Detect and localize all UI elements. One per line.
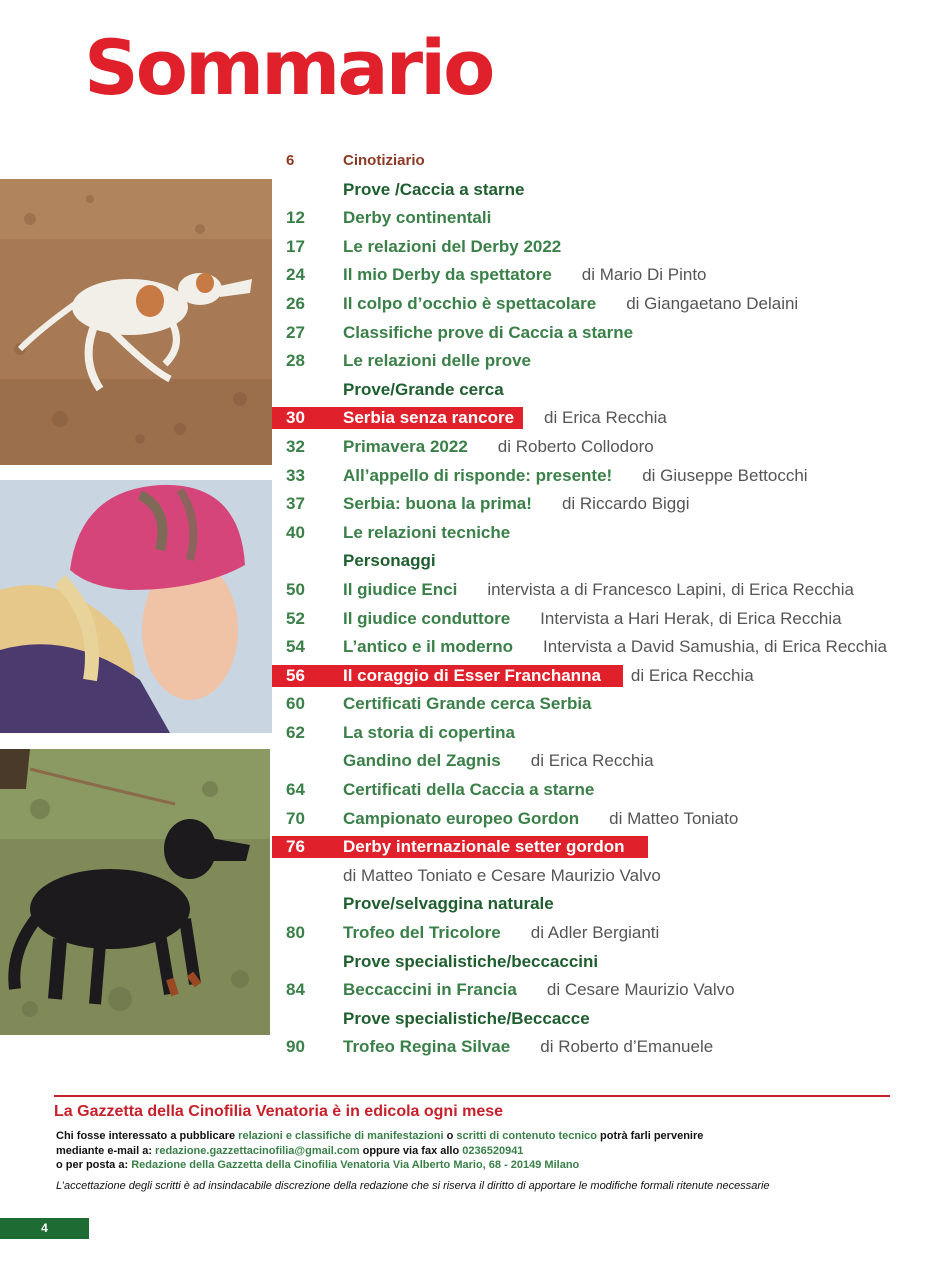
toc-title: All’appello di risponde: presente! [343,465,613,485]
toc-entry [343,919,659,948]
toc-row[interactable] [272,233,912,262]
toc-title: Prove specialistiche/Beccacce [343,1008,590,1028]
toc-author: di Erica Recchia [544,408,667,428]
footer-text: mediante e-mail a: [56,1145,156,1157]
toc-row[interactable] [272,290,912,319]
toc-entry [343,633,887,662]
toc-title: Trofeo Regina Silvae [343,1037,511,1057]
toc-title: La storia di copertina [343,722,515,742]
toc-entry [343,233,561,262]
toc-entry [343,204,491,233]
toc-title: Le relazioni delle prove [343,351,532,371]
toc-entry [343,862,661,891]
toc-title: Prove specialistiche/beccaccini [343,951,599,971]
toc-page-number: 62 [286,722,305,742]
toc-row[interactable] [272,462,912,491]
footer-text: potrà farli pervenire [597,1130,704,1142]
toc-title: Personaggi [343,551,436,571]
footer-divider [54,1095,890,1097]
toc-entry [343,319,633,348]
toc-entry [343,576,854,605]
toc-entry [343,776,594,805]
toc-entry [343,433,654,462]
toc-row[interactable] [272,176,912,205]
toc-entry [343,462,808,491]
table-of-contents [272,147,912,1062]
footer-address: Redazione della Gazzetta della Cinofilia Venatoria Via Alberto Mario, 68 - 20149 Milano [131,1159,580,1171]
toc-page-number: 52 [286,608,305,628]
toc-entry [343,747,654,776]
toc-entry [343,605,842,634]
footer-text: o [443,1130,457,1142]
toc-page-number: 84 [286,980,305,1000]
toc-page-number: 32 [286,436,305,456]
toc-entry [343,547,436,576]
toc-page-number: 56 [286,665,305,685]
toc-page-number: 90 [286,1037,305,1057]
toc-row[interactable] [272,204,912,233]
toc-row[interactable] [272,261,912,290]
toc-page-number: 33 [286,465,305,485]
toc-row[interactable] [272,547,912,576]
toc-row[interactable] [272,805,912,834]
toc-title: Le relazioni tecniche [343,522,511,542]
footer-highlight: scritti di contenuto tecnico [456,1130,597,1142]
toc-entry [343,948,598,977]
toc-title: Serbia senza rancore [343,408,515,428]
toc-author: di Matteo Toniato [609,808,739,828]
toc-title: Prove/selvaggina naturale [343,894,554,914]
footer-line-2 [56,1145,523,1157]
toc-title: Il giudice Enci [343,579,458,599]
footer-line-3 [56,1159,579,1171]
toc-row[interactable] [272,776,912,805]
toc-author: di Adler Bergianti [530,923,660,943]
toc-page-number: 70 [286,808,305,828]
toc-page-number: 27 [286,322,305,342]
toc-row[interactable] [272,662,912,691]
toc-title: Il coraggio di Esser Franchanna [343,665,601,685]
toc-row[interactable] [272,862,912,891]
toc-row[interactable] [272,147,912,176]
toc-entry [343,1033,713,1062]
toc-page-number: 60 [286,694,305,714]
toc-title: Le relazioni del Derby 2022 [343,236,562,256]
footer-line-1 [56,1130,703,1142]
page-title: Sommario [84,23,493,112]
toc-title: Derby continentali [343,208,492,228]
toc-page-number: 24 [286,265,305,285]
toc-author: di Giuseppe Bettocchi [642,465,808,485]
toc-page-number: 54 [286,637,305,657]
toc-entry [343,347,531,376]
toc-page-number: 30 [286,408,305,428]
toc-author: di Giangaetano Delaini [626,293,799,313]
toc-entry [343,1005,590,1034]
photo-pointer-dog [0,179,272,465]
toc-row[interactable] [272,833,912,862]
toc-author: di Riccardo Biggi [561,494,690,514]
toc-row[interactable] [272,890,912,919]
toc-row[interactable] [272,576,912,605]
toc-entry [343,261,707,290]
toc-page-number: 80 [286,923,305,943]
toc-page-number: 12 [286,208,305,228]
toc-title: Prove /Caccia a starne [343,179,525,199]
photo-woman-pink-hat [0,480,272,733]
toc-row[interactable] [272,1033,912,1062]
toc-row[interactable] [272,605,912,634]
toc-page-number: 37 [286,494,305,514]
toc-page-number: 26 [286,293,305,313]
toc-author: di Mario Di Pinto [581,265,707,285]
footer-email-link[interactable]: redazione.gazzettacinofilia@gmail.com [155,1145,360,1157]
toc-page-number: 28 [286,351,305,371]
footer-highlight: relazioni e classifiche di manifestazioni [238,1130,444,1142]
toc-title: Beccaccini in Francia [343,980,517,1000]
toc-entry [343,890,554,919]
toc-title: Il giudice conduttore [343,608,511,628]
toc-entry [343,719,515,748]
toc-author: di Erica Recchia [530,751,654,771]
toc-page-number: 40 [286,522,305,542]
toc-title: Derby internazionale setter gordon [343,837,625,857]
toc-author: di Roberto Collodoro [497,436,654,456]
toc-entry [343,662,754,691]
toc-row[interactable] [272,347,912,376]
toc-row[interactable] [272,719,912,748]
toc-row[interactable] [272,490,912,519]
footer-text: o per posta a: [56,1159,132,1171]
toc-author: Intervista a Hari Herak, di Erica Recchia [540,608,842,628]
toc-entry [343,519,510,548]
toc-row[interactable] [272,404,912,433]
toc-entry [343,147,425,176]
toc-entry [343,833,625,862]
footer-headline: La Gazzetta della Cinofilia Venatoria è in edicola ogni mese [54,1103,504,1120]
footer-fax: 0236520941 [462,1145,524,1157]
toc-title: Classifiche prove di Caccia a starne [343,322,634,342]
photo-gordon-setter [0,749,270,1035]
toc-entry [343,376,504,405]
toc-row[interactable] [272,1005,912,1034]
page-number: 4 [0,1218,89,1239]
toc-row[interactable] [272,948,912,977]
toc-title: Serbia: buona la prima! [343,494,532,514]
toc-title: Cinotiziario [343,152,425,169]
toc-title: Certificati della Caccia a starne [343,780,595,800]
footer-text: Chi fosse interessato a pubblicare [56,1130,239,1142]
toc-author: di Cesare Maurizio Valvo [546,980,735,1000]
toc-row[interactable] [272,519,912,548]
toc-entry [343,404,667,433]
toc-entry [343,690,592,719]
toc-page-number: 6 [286,152,295,169]
toc-title: Certificati Grande cerca Serbia [343,694,592,714]
toc-row[interactable] [272,747,912,776]
toc-entry [343,805,738,834]
toc-title: Il colpo d’occhio è spettacolare [343,293,597,313]
toc-page-number: 50 [286,579,305,599]
toc-row[interactable] [272,976,912,1005]
toc-row[interactable] [272,319,912,348]
toc-title: Prove/Grande cerca [343,379,504,399]
toc-page-number: 76 [286,837,305,857]
toc-row[interactable] [272,690,912,719]
toc-entry [343,976,735,1005]
toc-title: Il mio Derby da spettatore [343,265,552,285]
toc-author: di Erica Recchia [630,665,754,685]
toc-title: Gandino del Zagnis [343,751,501,771]
toc-row[interactable] [272,633,912,662]
toc-page-number: 64 [286,780,305,800]
toc-title: Primavera 2022 [343,436,468,456]
toc-page-number: 17 [286,236,305,256]
toc-entry [343,490,690,519]
toc-entry [343,176,524,205]
toc-row[interactable] [272,433,912,462]
toc-author: di Matteo Toniato e Cesare Maurizio Valvo [343,865,661,885]
toc-row[interactable] [272,919,912,948]
footer-text: oppure via fax allo [359,1145,463,1157]
toc-title: Trofeo del Tricolore [343,923,501,943]
toc-row[interactable] [272,376,912,405]
toc-title: Campionato europeo Gordon [343,808,580,828]
toc-title: L’antico e il moderno [343,637,514,657]
footer-disclaimer: L’accettazione degli scritti è ad insindacabile discrezione della redazione che si riserva il diritto di apportare le modifiche formali ritenute necessarie [56,1180,770,1192]
toc-author: intervista a di Francesco Lapini, di Erica Recchia [487,579,854,599]
toc-author: Intervista a David Samushia, di Erica Recchia [543,637,887,657]
toc-author: di Roberto d’Emanuele [540,1037,714,1057]
toc-entry [343,290,798,319]
